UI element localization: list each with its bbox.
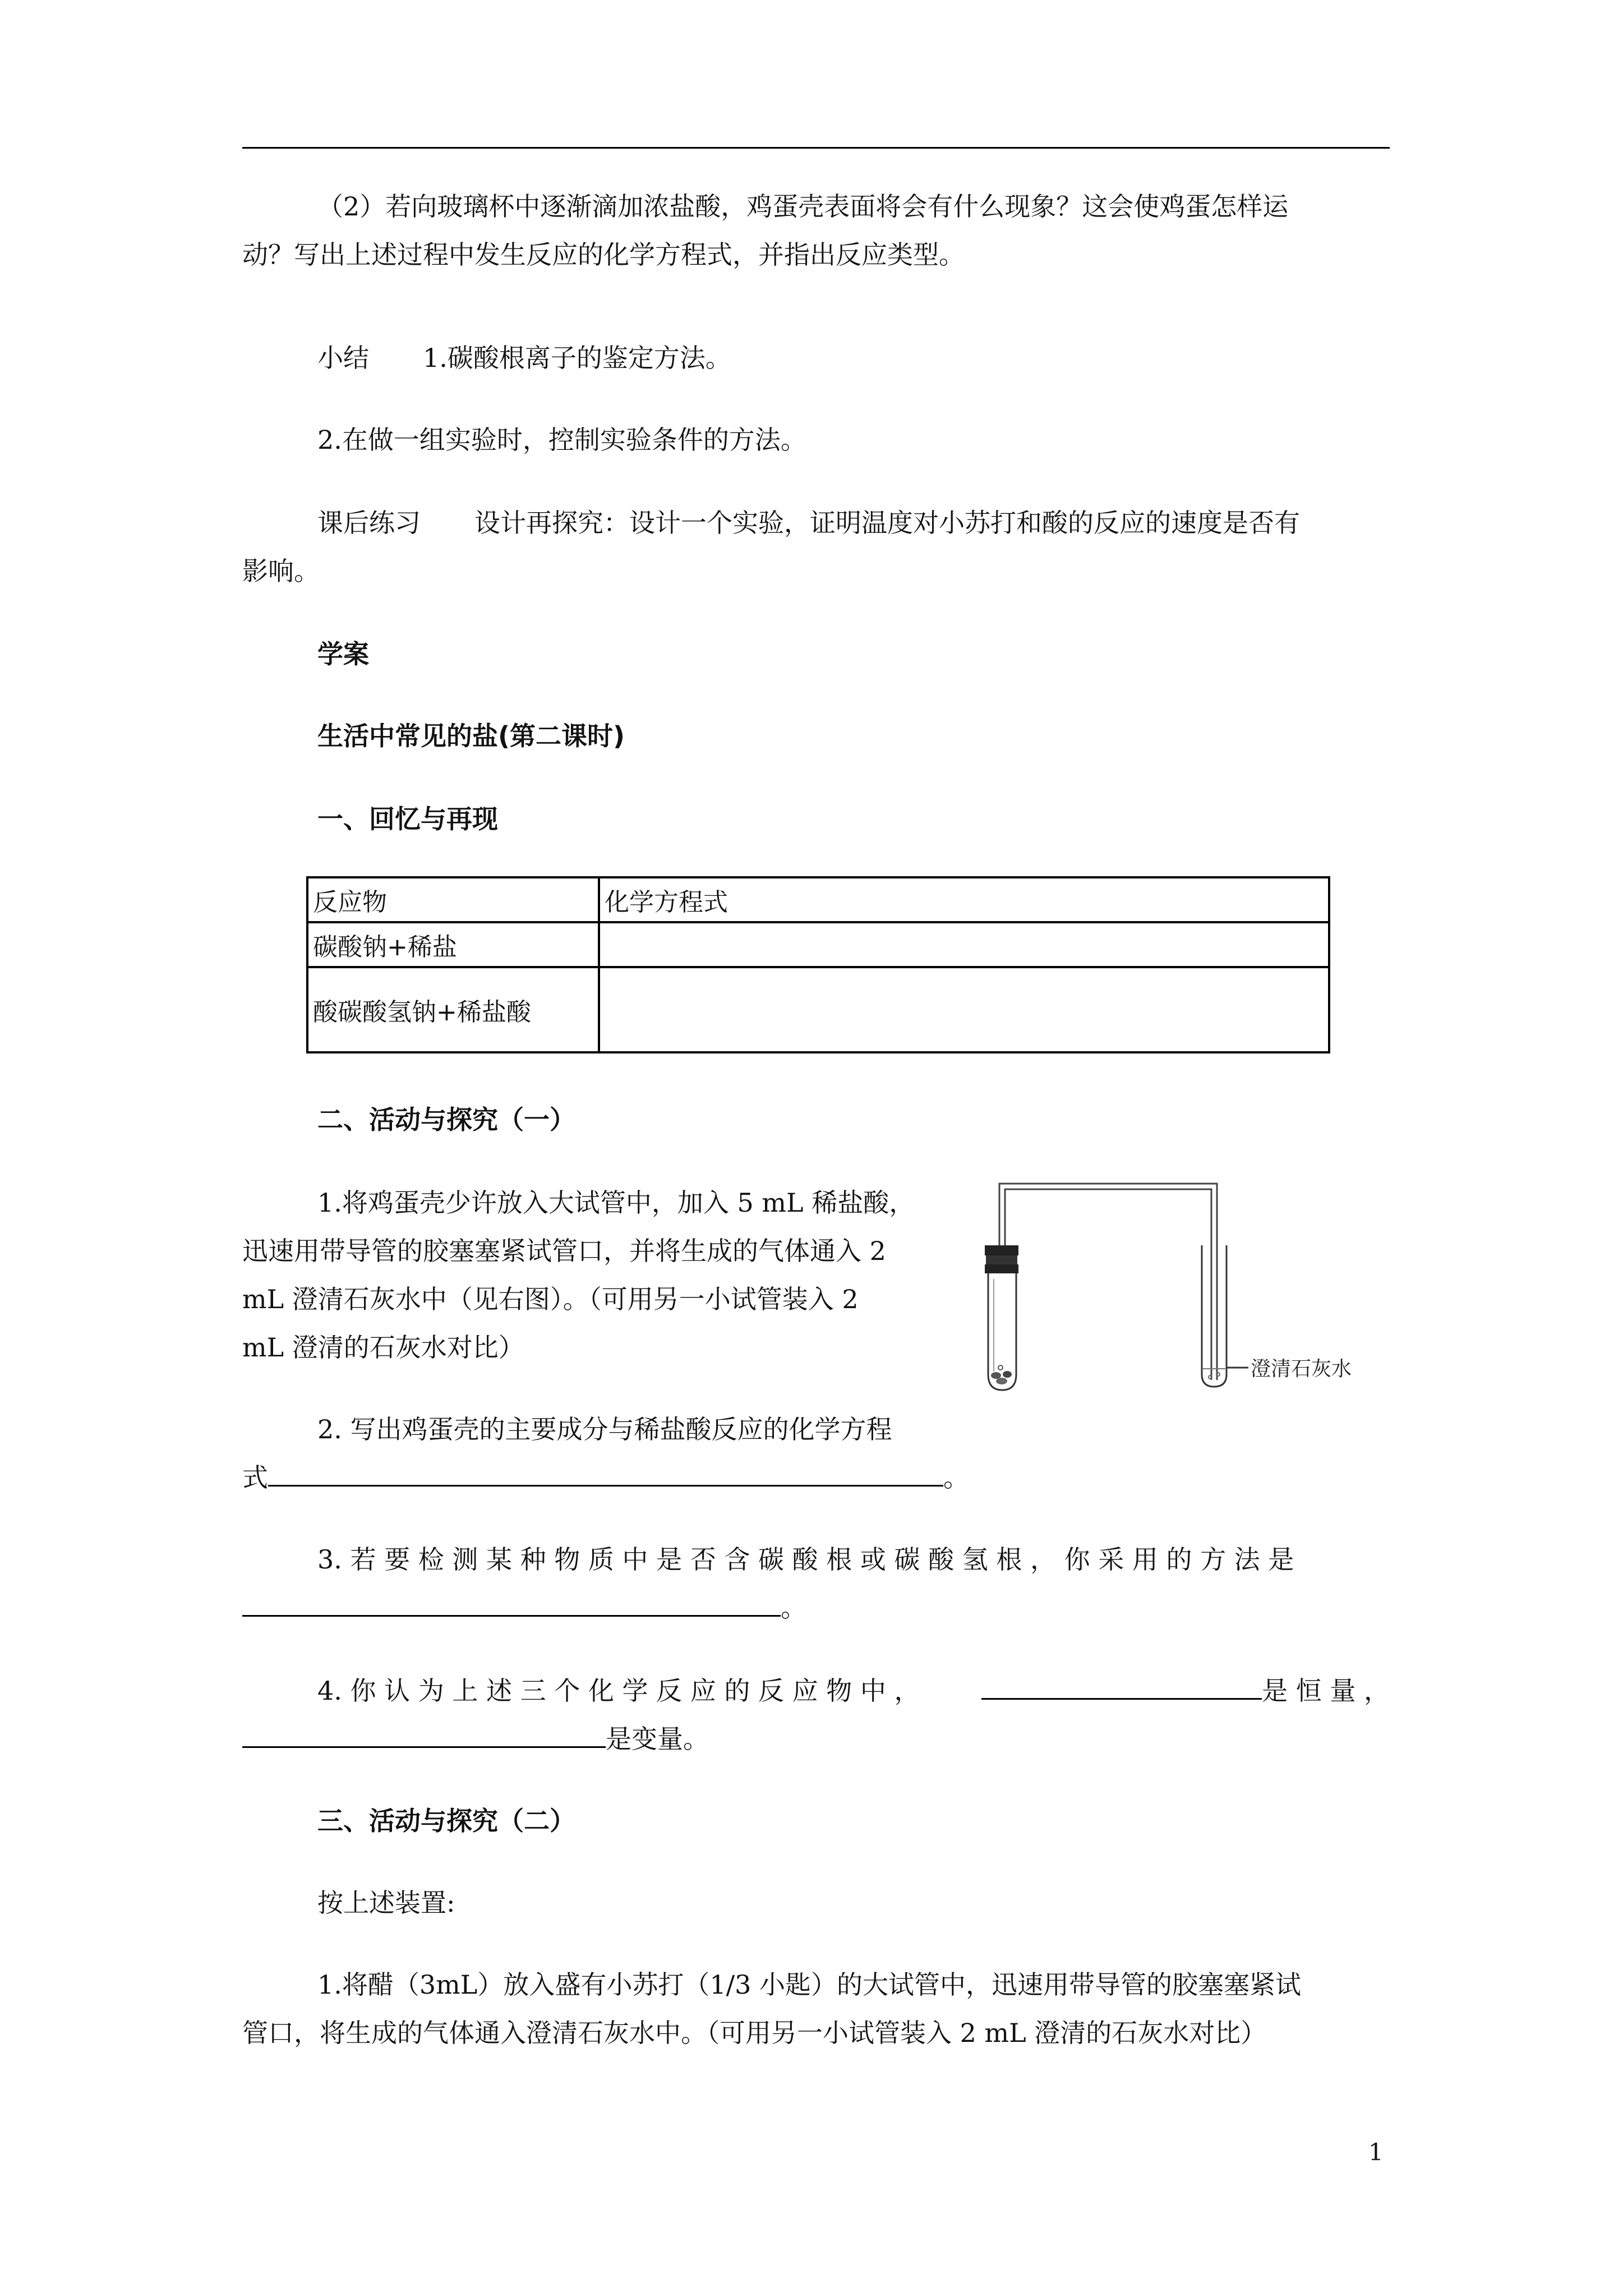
answer-blank[interactable] [242,1586,781,1617]
item2-suffix: 。 [943,1462,969,1493]
activity1-item2-line-2 [242,1453,969,1502]
header-rule [242,147,1390,149]
item4-line2-suffix: 是变量。 [606,1724,709,1754]
heading-xuean: 学案 [317,639,369,669]
answer-blank[interactable] [242,1717,606,1748]
activity1-item1-line-1: 1.将鸡蛋壳少许放入大试管中，加入 5 mL 稀盐酸， [317,1188,915,1218]
item3-suffix: 。 [781,1593,806,1623]
section-heading-3: 三、活动与探究（二） [317,1806,575,1836]
summary-line-1 [317,333,731,383]
table-row [307,922,1329,967]
homework-label: 课后练习 [317,508,421,538]
answer-blank[interactable] [268,1456,943,1487]
recall-table [306,876,1330,1053]
table-cell: 碳酸钠+稀盐 [307,922,599,967]
section-heading-1: 一、回忆与再现 [317,804,498,834]
activity1-item2-line-1: 2. 写出鸡蛋壳的主要成分与稀盐酸反应的化学方程 [317,1414,892,1444]
activity1-item4-line-1 [317,1666,1390,1715]
activity1-item1-line-3: mL 澄清石灰水中（见右图）。（可用另一小试管装入 2 [242,1284,859,1314]
table-cell: 酸碳酸氢钠+稀盐酸 [307,967,599,1052]
summary-label: 小结 [317,343,369,373]
section-heading-2: 二、活动与探究（一） [317,1105,575,1135]
activity1-item4-line-2 [242,1714,709,1764]
table-header-cell: 反应物 [307,877,599,922]
activity1-item1-line-4: mL 澄清的石灰水对比） [242,1332,524,1363]
answer-blank[interactable] [981,1669,1262,1700]
q2-line-1: （2）若向玻璃杯中逐渐滴加浓盐酸，鸡蛋壳表面将会有什么现象？这会使鸡蛋怎样运 [317,191,1289,222]
item2-prefix: 式 [242,1462,268,1493]
summary-item-2: 2.在做一组实验时，控制实验条件的方法。 [317,425,806,455]
table-header-row [307,877,1329,922]
activity1-item3-line-1 [317,1535,1390,1584]
q2-line-2: 动？写出上述过程中发生反应的化学方程式，并指出反应类型。 [242,240,965,270]
activity2-item1-line-1: 1.将醋（3mL）放入盛有小苏打（1/3 小匙）的大试管中，迅速用带导管的胶塞塞紧试 [317,1970,1301,2000]
table-cell [599,922,1329,967]
table-row [307,967,1329,1052]
table-header-cell: 化学方程式 [599,877,1329,922]
homework-text: 设计再探究：设计一个实验，证明温度对小苏打和酸的反应的速度是否有 [474,508,1300,538]
homework-line-1 [317,498,1300,547]
table-cell [599,967,1329,1052]
item4-suffix: 是 恒 量 ， [1262,1676,1390,1706]
activity1-item3-line-2 [242,1583,806,1632]
activity1-item1-line-2: 迅速用带导管的胶塞塞紧试管口，并将生成的气体通入 2 [242,1236,886,1266]
figure-label: 澄清石灰水 [1251,1358,1352,1381]
summary-item-1: 1.碳酸根离子的鉴定方法。 [423,343,731,373]
item4-prefix: 4. 你 认 为 上 述 三 个 化 学 反 应 的 反 应 物 中 ， [317,1676,920,1706]
item3-text: 3. 若 要 检 测 某 种 物 质 中 是 否 含 碳 酸 根 或 碳 酸 氢 根 ， 你 采 用 的 方 法 是 [317,1544,1294,1575]
homework-line-2: 影响。 [242,556,320,586]
apparatus-figure [976,1178,1391,1402]
lesson-title: 生活中常见的盐(第二课时) [317,721,625,751]
page-number: 1 [1368,2138,1384,2166]
activity2-item1-line-2: 管口，将生成的气体通入澄清石灰水中。（可用另一小试管装入 2 mL 澄清的石灰水对比） [242,2018,1267,2048]
activity2-intro: 按上述装置: [317,1888,455,1918]
